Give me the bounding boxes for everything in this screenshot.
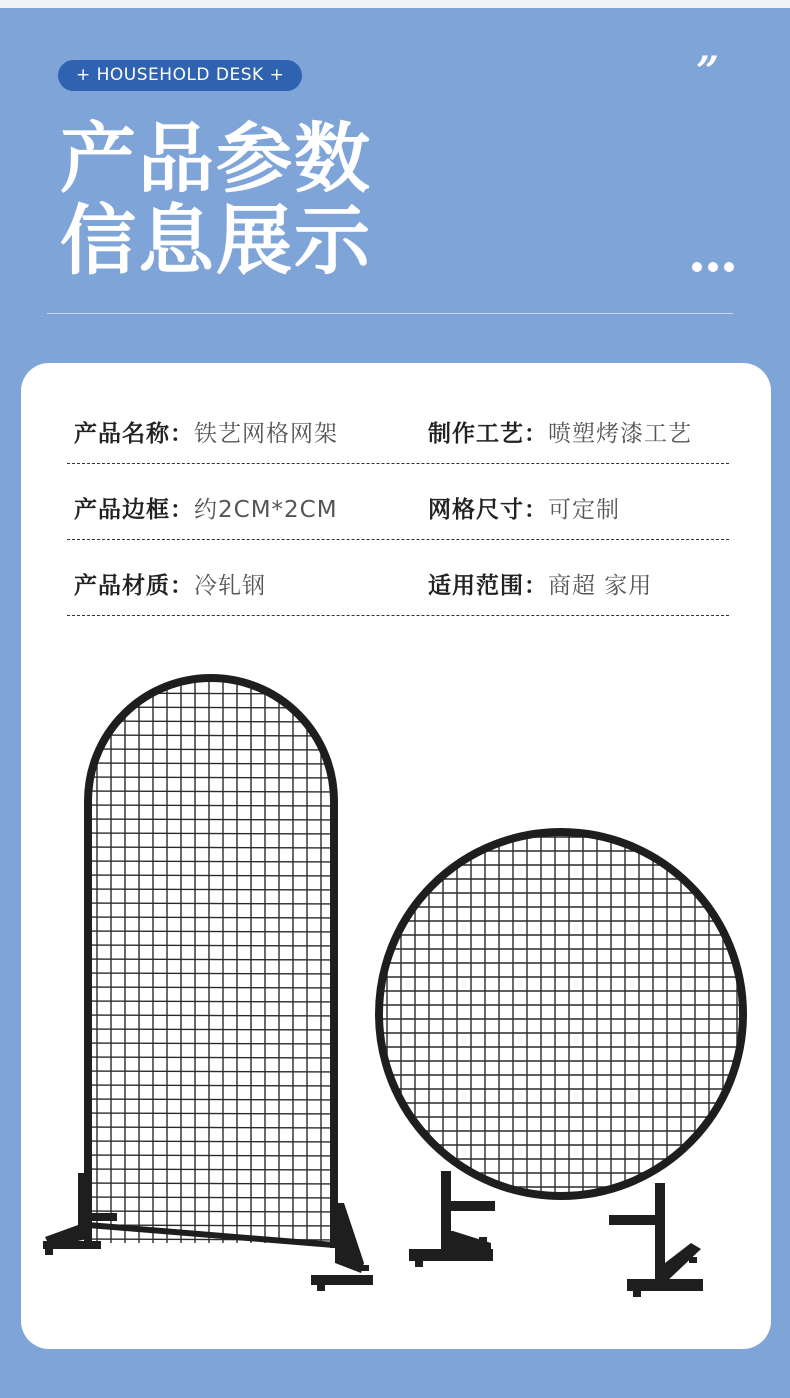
spec-value: 铁艺网格网架 bbox=[194, 421, 338, 447]
more-dots-icon bbox=[692, 262, 734, 272]
spec-label: 产品材质： bbox=[74, 573, 194, 599]
spec-label: 制作工艺： bbox=[428, 421, 548, 447]
product-illustration bbox=[21, 363, 771, 1349]
spec-card bbox=[21, 363, 771, 1349]
spec-value: 约2CM*2CM bbox=[194, 497, 338, 523]
header-divider bbox=[47, 313, 733, 314]
dot bbox=[708, 262, 718, 272]
round-grid-panel bbox=[371, 823, 751, 1297]
spec-value: 商超 家用 bbox=[548, 573, 653, 599]
page-title-line1: 产品参数 bbox=[60, 114, 372, 203]
round-panel-right-stand bbox=[609, 1183, 703, 1297]
round-panel-left-stand bbox=[409, 1171, 495, 1267]
top-strip bbox=[0, 0, 790, 8]
spec-value: 冷轧钢 bbox=[194, 573, 266, 599]
spec-label: 产品边框： bbox=[74, 497, 194, 523]
household-desk-tag: + HOUSEHOLD DESK + bbox=[58, 60, 302, 91]
spec-label: 产品名称： bbox=[74, 421, 194, 447]
dot bbox=[724, 262, 734, 272]
spec-value: 可定制 bbox=[548, 497, 620, 523]
dot bbox=[692, 262, 702, 272]
spec-label: 适用范围： bbox=[428, 573, 548, 599]
page-title-line2: 信息展示 bbox=[60, 196, 372, 285]
quote-mark-icon: ” bbox=[696, 48, 720, 95]
spec-label: 网格尺寸： bbox=[428, 497, 548, 523]
spec-value: 喷塑烤漆工艺 bbox=[548, 421, 692, 447]
arched-grid-panel bbox=[43, 663, 373, 1291]
left-stand-foot bbox=[43, 1173, 117, 1255]
